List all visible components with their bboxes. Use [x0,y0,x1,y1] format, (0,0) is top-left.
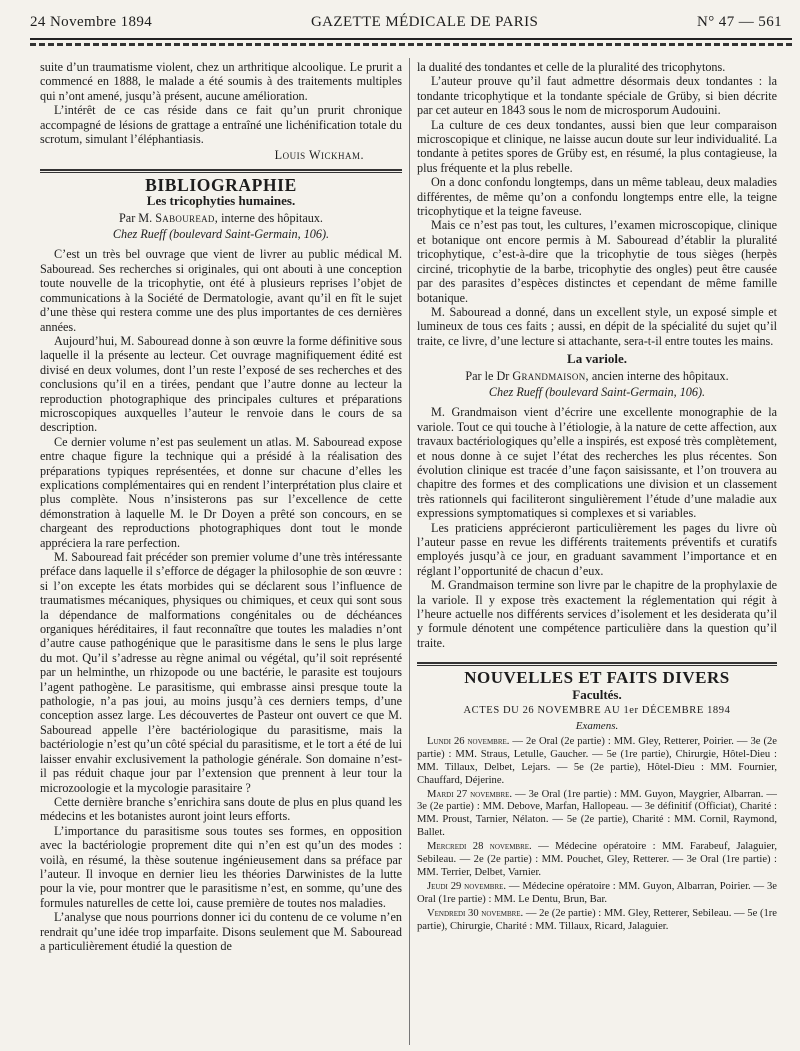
author-prefix: Par M. [119,210,153,225]
exam-text: — 2e (2e partie) : MM. Gley, Retterer, Sebileau. — 5e (1re partie), Chirurgie, Charité : MM. Tillaux, Ricard, Jalaguier. [417,907,777,932]
paragraph: La culture de ces deux tondantes, aussi bien que leur comparaison microscopique et clinique, ne laisse aucun doute sur leur individualité. La tondante à petites spores de Grüby est, en résumé, la plus contagieuse, la plus fréquente et la plus rebelle. [417,117,777,175]
section-rule-thin [40,172,402,173]
author-name: Sabouread, [155,210,219,225]
exams-title: Examens. [575,720,619,733]
exam-day: Jeudi 29 novembre. [427,880,507,892]
exam-text: — 3e Oral (1re partie) : MM. Guyon, Maygrier, Albarran. — 3e (2e partie) : MM. Debove, Marfan, Hallopeau. — 3e définitif (Officiat), Charité : MM. Proust, Tarnier, Nélaton. — 5e (2e partie), Charité : MM. Cornil, Raymond, Ballet. [417,788,777,839]
exam-text: — 2e Oral (2e partie) : MM. Gley, Retterer, Poirier. — 3e (2e partie) : MM. Straus, Letulle, Gaucher. — 5e (1re partie), Chirurgie, Hôtel-Dieu : MM. Tillaux, Delbet, Lejars. — 5e (2e partie), Hôtel-Dieu : MM. Fournier, Chauffard, Déjerine. [417,735,777,786]
exam-day: Mardi 27 novembre. [427,788,513,800]
paragraph: Cette dernière branche s’enrichira sans doute de plus en plus quand les médecins et les botanistes auront joint leurs efforts. [40,794,402,824]
column-divider [409,58,410,1045]
paragraph: M. Grandmaison vient d’écrire une excellente monographie de la variole. Tout ce qui touche à l’étiologie, à la nature de cette affection, aux travaux bactériologiques qu’elle a inspirés, est exposé très complètement, et nous donne à ce sujet l’état des recherches les plus récentes. Son évolution clinique est tracée d’une façon saisissante, et l’on trouvera au chapitre des formes et des complications une division et un classement très rationnels qui faciliteront singulièrement l’étude d’une maladie aux expressions symptomatiques si complexes et si variables. [417,405,777,521]
paragraph: Ce dernier volume n’est pas seulement un atlas. M. Sabouread expose entre chaque figure la technique qui a présidé à la réalisation des préparations typiques représentées, et donne sur chacune d’elles les explications complémentaires qui en rendent l’interprétation plus claire et plus complète. Nous n’insisterons pas sur l’excellence de cette démonstration à laquelle M. le Dr Doyen a prêté son concours, en se chargeant des reproductions photographiques dont tout le monde appréciera la rare perfection. [40,434,402,550]
book-publisher: Chez Rueff (boulevard Saint-Germain, 106). [488,384,706,399]
author-prefix: Par le Dr [465,368,510,383]
paragraph: C’est un très bel ouvrage que vient de livrer au public médical M. Sabouread. Ses recherches si originales, qui ont abouti à une conception toute nouvelle de la tricophytie, ont été à plusieurs reprises l’objet de communications à la Société de Dermatologie, avant qu’il en fît le sujet d’une thèse qui restera comme une des plus importantes de ces dernières années. [40,247,402,334]
paragraph: L’auteur prouve qu’il faut admettre désormais deux tondantes : la tondante tricophytique et la tondante spéciale de Grüby, si bien décrite par cet auteur en 1843 sous le nom de microsporum Audouini. [417,74,777,118]
section-rule-thin [417,665,777,666]
book-title: La variole. [567,351,627,367]
left-column [40,60,402,1047]
author-suffix: interne des hôpitaux. [221,210,323,225]
exam-text: — Médecine opératoire : MM. Farabeuf, Jalaguier, Sebileau. — 2e (2e partie) : MM. Pouchet, Gley, Retterer. — 3e Oral (1re partie) : MM. Terrier, Delbet, Varnier. [417,841,777,878]
exam-entry [417,736,777,788]
paragraph: suite d’un traumatisme violent, chez un arthritique alcoolique. Le prurit a commencé en 1888, le malade a été soumis à des traitements multiples qui n’ont amené, jusqu’à présent, aucune amélioration. [40,60,402,103]
paragraph: la dualité des tondantes et celle de la pluralité des tricophytons. [417,60,726,74]
book-title: Les tricophyties humaines. [146,193,296,209]
header-journal-title: GAZETTE MÉDICALE DE PARIS [310,14,539,30]
header-dashed-rule [30,43,792,46]
paragraph: On a donc confondu longtemps, dans un même tableau, deux maladies différentes, de même qu’on a confondu longtemps entre elle, la teigne tricophytique et la teigne faveuse. [417,175,777,219]
paragraph: Aujourd’hui, M. Sabouread donne à son œuvre la forme définitive sous laquelle il la présente au lecteur. Cet ouvrage magnifiquement édité est divisé en deux volumes, dont l’un reste l’exposé de ses recherches et des conclusions qu’il en a tirées, pendant que l’autre donne au lecteur la reproduction photographique des principales cultures et préparations microscopiques auxquelles l’auteur le renvoie dans le cours de sa description. [40,333,402,435]
spacer [417,650,777,656]
section-rule [417,662,777,664]
acts-dates: ACTES DU 26 NOVEMBRE AU 1er DÉCEMBRE 1894 [463,705,731,717]
signature: Louis Wickham. [274,148,364,163]
exam-day: Vendredi 30 novembre. [427,907,524,919]
author-suffix: ancien interne des hôpitaux. [591,368,729,383]
exam-entry [417,789,777,841]
paragraph: M. Sabouread a donné, dans un excellent style, un exposé simple et lumineux de tous ces faits ; aussi, en dépit de la spécialité du sujet qu’il traite, ce livre, d’une lecture si attachante, sera-t-il entre toutes les mains. [417,304,777,348]
paragraph: M. Sabouread fait précéder son premier volume d’une très intéressante préface dans laquelle il s’efforce de dégager la philosophie de son œuvre : si l’on excepte les états morbides qui se déclarent sous l’influence de traumatismes mécaniques, physiques ou chimiques, et ceux qui sont sous la dépendance de malformations congénitales ou de déchéances organiques héréditaires, il faut reconnaître que toutes les maladies n’ont d’autre cause pathogénique que le parasitisme dans le sens le plus large du mot. Qu’il s’adresse au règne animal ou végétal, qu’il soit représenté par un helminthe, un rhizopode ou une bactérie, le parasite est toujours l’agent pathogène. Le parasitisme, qui embrasse ainsi presque toute la pathologie, n’a pas joui, au moins jusqu’à ces derniers temps, d’une conception assez large. Les découvertes de Pasteur ont ouvert ce que M. Sabouread appelle l’ère bactériologique du parasitisme, mais la bactériologie n’est qu’un côté spécial du parasitisme, et le tort a été de lui laisser envahir exclusivement la pathologie générale. Son domaine n’est-il pas réduit chaque jour par l’extension que prennent à leur tour la microzoologie et la mycologie parasitaire ? [40,550,402,795]
header-rule [30,38,792,40]
paragraph: M. Grandmaison termine son livre par le chapitre de la prophylaxie de la variole. Il y expose très exactement la réglementation qui régit à l’heure actuelle nos différents services d’isolement et les desiderata qu’il y formule dénotent une compétence particulière dans la question qu’il traite. [417,578,777,650]
header-date: 24 Novembre 1894 [30,14,153,30]
section-title-bibliographie: BIBLIOGRAPHIE [145,174,297,195]
right-column [417,60,777,1047]
section-title-nouvelles: NOUVELLES ET FAITS DIVERS [464,668,730,688]
section-rule [40,169,402,171]
header-issue-page: N° 47 — 561 [697,14,782,30]
book-author [40,211,402,225]
news-subtitle: Facultés. [572,686,622,702]
exam-entry [417,841,777,880]
paragraph: Les praticiens apprécieront particulièrement les pages du livre où l’auteur passe en revue les différents traitements préventifs et curatifs employés jusqu’à ce jour, en graduant savamment l’importance et en réglant l’opportunité de chacun d’eux. [417,520,777,578]
paragraph: Mais ce n’est pas tout, les cultures, l’examen microscopique, clinique et botanique ont encore permis à M. Sabouread d’établir la pluralité tricophytique, c’est-à-dire que la tricophytie de tous sièges (herpès circiné, tricophytie de la barbe, tricophytie des ongles) peut être causée par des parasites d’espèces distinctes et cependant de même famille botanique. [417,218,777,305]
page-header [30,14,782,36]
book-publisher: Chez Rueff (boulevard Saint-Germain, 106). [112,227,330,242]
exam-day: Mercredi 28 novembre. [427,841,532,853]
book-author [417,369,777,383]
paragraph: L’importance du parasitisme sous toutes ses formes, en opposition avec la bactériologie proprement dite qui n’en est qu’un des modes : voilà, en résumé, la thèse soutenue ingénieusement dans sa préface par l’auteur. Il invoque en dernier lieu les théories Darwinistes de la lutte pour la vie, pour montrer que le parasitisme n’est, en somme, qu’une des formules naturelles de cette loi, cause première de toutes nos maladies. [40,823,402,910]
exam-day: Lundi 26 novembre. [427,735,510,747]
author-name: Grandmaison, [512,368,589,383]
exam-entry [417,908,777,934]
exam-entry [417,881,777,907]
exam-text: — Médecine opératoire : MM. Guyon, Albarran, Poirier. — 3e Oral (1re partie) : MM. Le Dentu, Brun, Bar. [417,880,777,905]
paragraph: L’intérêt de ce cas réside dans ce fait qu’un prurit chronique accompagné de lésions de grattage a entraîné une lichénification totale du scrotum, simulant l’éléphantiasis. [40,103,402,147]
paragraph: L’analyse que nous pourrions donner ici du contenu de ce volume n’en rendrait qu’une idée trop imparfaite. Disons seulement que M. Sabouread a particulièrement étudié la question de [40,910,402,953]
